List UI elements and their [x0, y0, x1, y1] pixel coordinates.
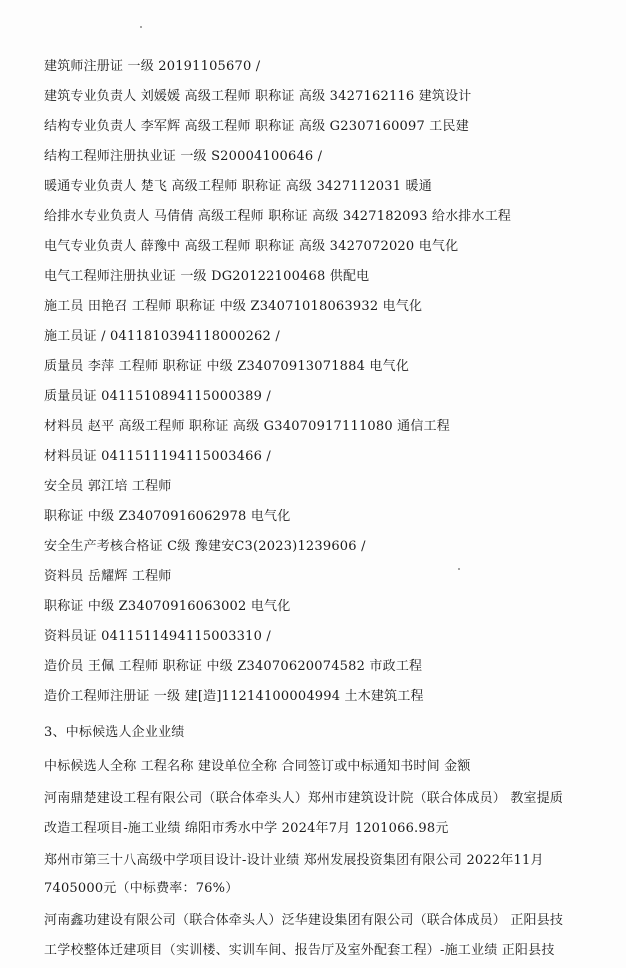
text-line-15: 安全员 郭江培 工程师 — [44, 479, 172, 494]
table-header-line: 中标候选人全称 工程名称 建设单位全称 合同签订或中标通知书时间 金额 — [44, 759, 471, 774]
text-line-16: 职称证 中级 Z34070916062978 电气化 — [44, 509, 291, 524]
text-line-12: 质量员证 0411510894115000389 / — [44, 389, 271, 404]
text-line-1: 建筑师注册证 一级 20191105670 / — [44, 59, 261, 74]
text-line-9: 施工员 田艳召 工程师 职称证 中级 Z34071018063932 电气化 — [44, 299, 423, 314]
text-line-8: 电气工程师注册执业证 一级 DG20122100468 供配电 — [44, 269, 370, 284]
text-line-28: 7405000元（中标费率：76%） — [44, 881, 239, 896]
text-line-13: 材料员 赵平 高级工程师 职称证 高级 G34070917111080 通信工程 — [44, 419, 450, 434]
text-line-4: 结构工程师注册执业证 一级 S20004100646 / — [44, 149, 323, 164]
text-line-30: 工学校整体迁建项目（实训楼、实训车间、报告厅及室外配套工程）-施工业绩 正阳县技 — [44, 943, 555, 958]
text-line-2: 建筑专业负责人 刘媛媛 高级工程师 职称证 高级 3427162116 建筑设计 — [44, 89, 472, 104]
text-line-14: 材料员证 0411511194115003466 / — [44, 449, 271, 464]
text-line-20: 资料员证 0411511494115003310 / — [44, 629, 271, 644]
text-line-27: 郑州市第三十八高级中学项目设计-设计业绩 郑州发展投资集团有限公司 2022年11月 — [44, 853, 544, 868]
text-line-19: 职称证 中级 Z34070916063002 电气化 — [44, 599, 291, 614]
text-line-26: 改造工程项目-施工业绩 绵阳市秀水中学 2024年7月 1201066.98元 — [44, 821, 449, 836]
text-line-21: 造价员 王佩 工程师 职称证 中级 Z34070620074582 市政工程 — [44, 659, 423, 674]
text-line-5: 暖通专业负责人 楚飞 高级工程师 职称证 高级 3427112031 暖通 — [44, 179, 432, 194]
scan-speck — [140, 26, 142, 28]
text-line-17: 安全生产考核合格证 C级 豫建安C3(2023)1239606 / — [44, 539, 366, 554]
section-heading: 3、中标候选人企业业绩 — [44, 725, 185, 740]
text-line-18: 资料员 岳耀辉 工程师 — [44, 569, 172, 584]
text-line-7: 电气专业负责人 薛豫中 高级工程师 职称证 高级 3427072020 电气化 — [44, 239, 459, 254]
text-line-10: 施工员证 / 0411810394118000262 / — [44, 329, 280, 344]
text-line-29: 河南鑫功建设有限公司（联合体牵头人）泛华建设集团有限公司（联合体成员） 正阳县技 — [44, 913, 564, 928]
text-line-25: 河南鼎楚建设工程有限公司（联合体牵头人）郑州市建筑设计院（联合体成员） 教室提质 — [44, 791, 564, 806]
scan-speck — [458, 568, 460, 570]
text-line-6: 给排水专业负责人 马倩倩 高级工程师 职称证 高级 3427182093 给水排水工程 — [44, 209, 512, 224]
text-line-3: 结构专业负责人 李军辉 高级工程师 职称证 高级 G2307160097 工民建 — [44, 119, 469, 134]
text-line-11: 质量员 李萍 工程师 职称证 中级 Z34070913071884 电气化 — [44, 359, 410, 374]
text-line-22: 造价工程师注册证 一级 建[造]11214100004994 土木建筑工程 — [44, 689, 424, 704]
